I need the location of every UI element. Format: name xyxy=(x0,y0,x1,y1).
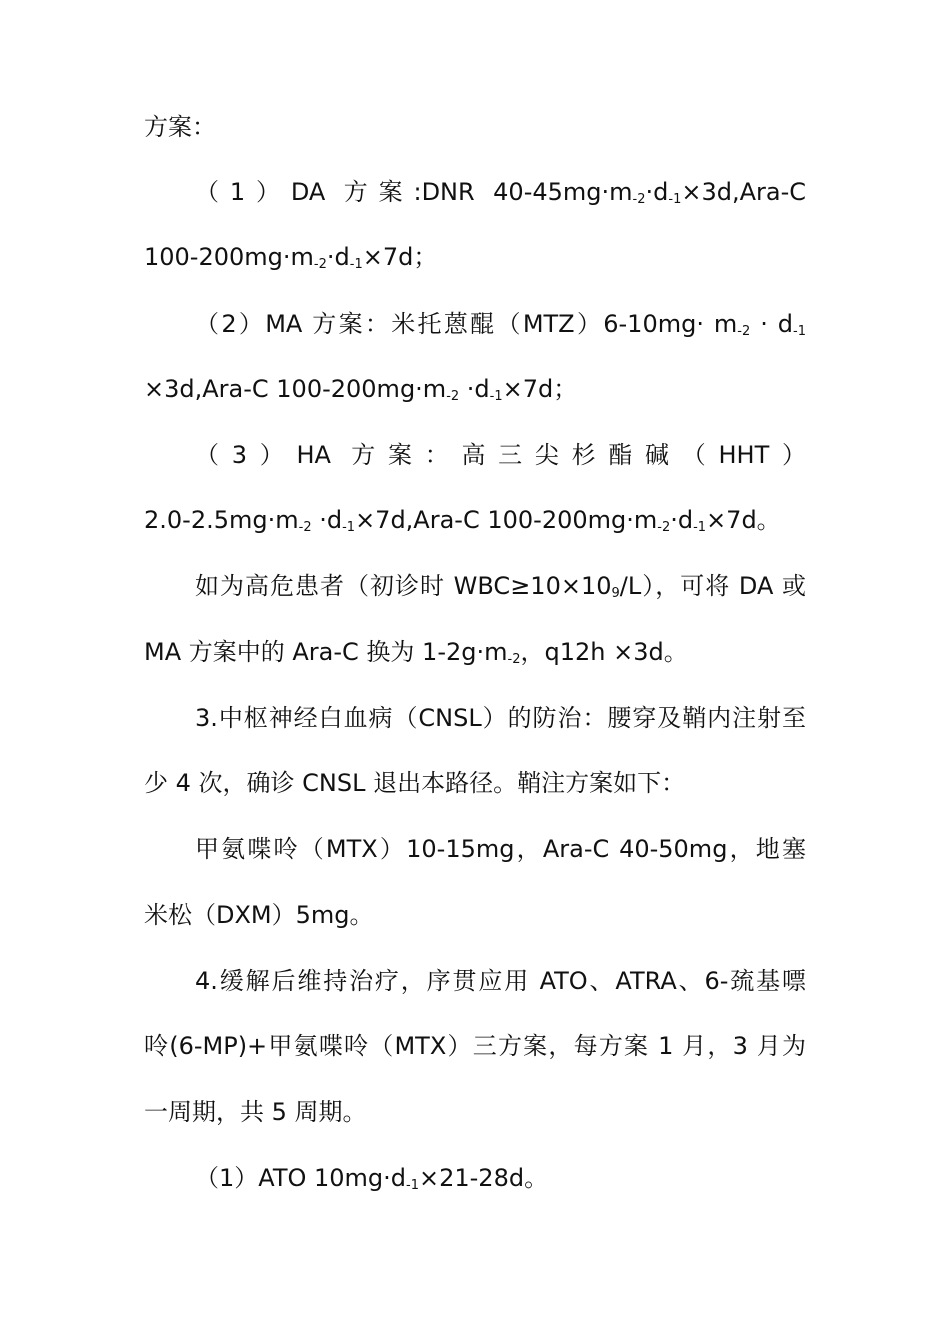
text-line-6: （3）HA 方案：高三尖杉酯碱（HHT） xyxy=(195,441,806,469)
text-line-12: 甲氨喋呤（MTX）10-15mg，Ara-C 40-50mg，地塞 xyxy=(195,835,806,863)
text-line-10: 3.中枢神经白血病（CNSL）的防治：腰穿及鞘内注射至 xyxy=(195,704,806,732)
text-line-11: 少 4 次，确诊 CNSL 退出本路径。鞘注方案如下： xyxy=(144,769,686,797)
text-line-3: $100-200mg\cdot m_{-2}\cdot d_{-1}\times 7d$； xyxy=(144,243,438,272)
text-line-15: 呤(6-MP)+甲氨喋呤（MTX）三方案，每方案 1 月，3 月为 xyxy=(144,1032,806,1060)
text-line-2: （1）DA 方案:DNR $40-45mg\cdot m_{-2}\cdot d_{-1}\times 3d,Ara-C$ xyxy=(195,178,806,207)
text-line-16: 一周期，共 5 周期。 xyxy=(144,1098,367,1126)
text-line-4: （2）MA 方案：米托蒽醌$(MTZ)6-10mg\cdot m_{-2} \cdot d_{-1}$ xyxy=(195,310,806,339)
text-line-14: 4.缓解后维持治疗，序贯应用 ATO、ATRA、6-巯基嘌 xyxy=(195,967,806,995)
text-line-9: MA 方案中的 Ara-C 换为 $1-2g\cdot m_{-2}$，q12h ×3d。 xyxy=(144,638,688,667)
text-line-8: 如为高危患者（初诊时 $WBC\ge 10\times 10_9/L$），可将 DA 或 xyxy=(195,572,806,601)
text-line-13: 米松（DXM）5mg。 xyxy=(144,901,374,929)
text-line-1: 方案： xyxy=(144,113,216,141)
text-line-5: ×3d,Ara-C $100-200mg\cdot m_{-2} \cdot d_{-1}\times 7d$； xyxy=(144,375,578,404)
text-line-7: $2.0-2.5mg\cdot m_{-2} \cdot d_{-1}\times 7d,Ara-C$ $100-200mg\cdot m_{-2}\cdot d_{-1}\times 7d$。 xyxy=(144,506,781,535)
text-line-17: （1）ATO $10mg\cdot d_{-1}\times 21-28d$。 xyxy=(195,1164,549,1193)
